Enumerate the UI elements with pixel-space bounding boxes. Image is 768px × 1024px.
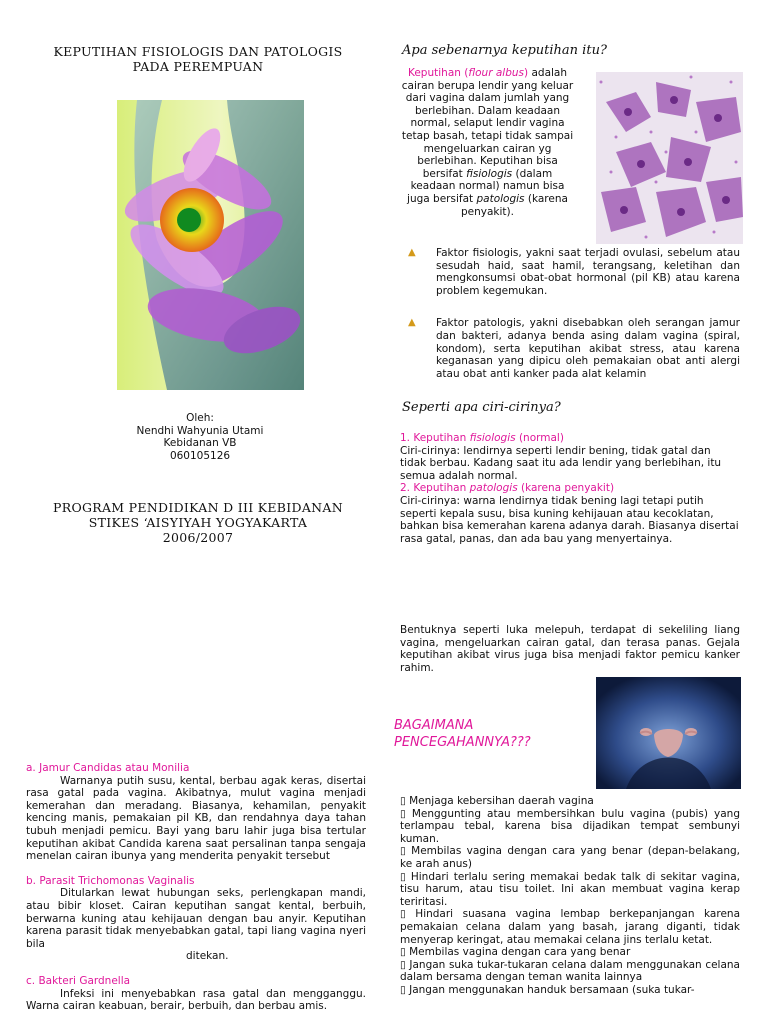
prevention-item: ▯ Menggunting atau membersihkan bulu vagina (pubis) yang terlampau tebal, karena bisa dijadikan tempat sembunyi kuman. (400, 807, 740, 845)
cause-c-title: c. Bakteri Gardnella (26, 974, 131, 987)
cause-b-body: Ditularkan lewat hubungan seks, perlengkapan mandi, atau bibir kloset. Cairan keputihan sangat kental, berbuih, berwarna kuning atau kehijauan dengan bau anyir. Keputihan karena parasit tidak menyebabkan gatal, tapi liang vagina nyeri bila (26, 887, 366, 950)
program-line-1: PROGRAM PENDIDIKAN D III KEBIDANAN (53, 500, 343, 515)
factors-list (408, 247, 740, 380)
factor-item-pathological (408, 317, 740, 380)
characteristic-2-title (400, 482, 740, 495)
pelvis-illustration-image (596, 677, 741, 789)
program-block (40, 500, 356, 545)
author-id: 060105126 (169, 449, 231, 462)
definition-patologis: patologis (476, 192, 525, 205)
prevention-item: ▯ Hindari suasana vagina lembap berkepanjangan karena pemakaian celana dalam yang basah, jarang diganti, tidak menyerap keringat, atau memakai celana jins terlalu ketat. (400, 908, 740, 946)
prevention-item: ▯ Hindari terlalu sering memakai bedak talk di sekitar vagina, tisu harum, atau tisu toilet. Ini akan membuat vagina kerap teriritasi. (400, 870, 740, 908)
definition-body: adalah cairan berupa lendir yang keluar dari vagina dalam jumlah yang berlebihan. Dalam keadaan normal, selaput lendir vagina tetap basah, tetapi tidak sampai mengeluarkan cairan yg berlebihan. Keputihan bisa bersifat (401, 67, 574, 180)
characteristics-section (400, 432, 740, 545)
title-line-1: KEPUTIHAN FISIOLOGIS DAN PATOLOGIS (53, 44, 343, 59)
definition-term-close: ) (524, 67, 529, 79)
characteristic-1-post: (normal) (515, 432, 564, 444)
factor-text: Faktor patologis, yakni disebabkan oleh serangan jamur dan bakteri, adanya benda asing dalam vagina (spiral, kondom), serta keputihan akibat stress, atau karena keganasan yang dipicu oleh pemakaian obat anti alergi atau obat anti kanker pada alat kelamin (436, 317, 740, 380)
prevention-heading-line-2: PENCEGAHANNYA??? (394, 735, 531, 750)
prevention-item: ▯ Menjaga kebersihan daerah vagina (400, 795, 594, 807)
causes-section (26, 762, 366, 1013)
cause-c-body: Infeksi ini menyebabkan rasa gatal dan mengganggu. Warna cairan keabuan, berair, berbuih, dan berbau amis. (26, 987, 366, 1013)
prevention-item: ▯ Jangan suka tukar-tukaran celana dalam menggunakan celana dalam bersama dengan teman wanita lainnya (400, 958, 740, 984)
prevention-item: ▯ Membilas vagina dengan cara yang benar (depan-belakang, ke arah anus) (400, 845, 740, 870)
author-name: Nendhi Wahyunia Utami (136, 424, 264, 437)
microscope-cells-image (596, 72, 743, 244)
prevention-heading (394, 717, 594, 751)
definition-text (400, 67, 575, 218)
prevention-item: ▯ Membilas vagina dengan cara yang benar (400, 946, 631, 959)
virus-paragraph: Bentuknya seperti luka melepuh, terdapat di sekeliling liang vagina, mengeluarkan cairan gatal, dan terasa panas. Gejala keputihan akibat virus juga bisa menjadi faktor pemicu kanker rahim. (400, 624, 740, 674)
characteristic-1-pre: 1. Keputihan (400, 432, 470, 444)
definition-mid: (dalam keadaan normal) namun bisa juga bersifat (407, 167, 565, 205)
characteristic-1-body: Ciri-cirinya: lendirnya seperti lendir bening, tidak gatal dan tidak berbau. Kadang saat itu ada lendir yang berlebihan, itu semua adalah normal. (400, 444, 722, 482)
program-line-2: STIKES ‘AISYIYAH YOGYAKARTA (88, 515, 308, 530)
definition-term-latin: flour albus (468, 67, 525, 79)
characteristic-2-post: (karena penyakit) (517, 482, 615, 495)
characteristic-1-italic: fisiologis (469, 432, 516, 444)
cause-a-body: Warnanya putih susu, kental, berbau agak keras, disertai rasa gatal pada vagina. Akibatnya, mulut vagina menjadi kemerahan dan meradang. Biasanya, kehamilan, penyakit kencing manis, pemakaian pil KB, dan rendahnya daya tahan tubuh menjadi pemicu. Bayi yang baru lahir juga bisa tertular keputihan akibat Candida karena saat persalinan tanpa sengaja menelan cairan ibunya yang menderita penyakit tersebut (26, 774, 366, 863)
prevention-item: ▯ Jangan menggunakan handuk bersamaan (suka tukar- (400, 983, 695, 996)
factor-text: Faktor fisiologis, yakni saat terjadi ovulasi, sebelum atau sesudah haid, saat hamil, terangsang, keletihan dan mengkonsumsi obat-obat hormonal (pil KB) atau karena problem kegemukan. (436, 247, 740, 297)
cover-flower-body-image (117, 100, 304, 390)
cause-b-title: b. Parasit Trichomonas Vaginalis (26, 874, 195, 887)
author-class: Kebidanan VB (163, 437, 237, 450)
characteristic-1-title (400, 432, 740, 445)
characteristic-2-body: Ciri-cirinya: warna lendirnya tidak bening lagi tetapi putih seperti kepala susu, bisa kuning kehijauan atau kecoklatan, bahkan bisa kemerahan karena adanya darah. Biasanya disertai rasa gatal, panas, dan ada bau yang menyertainya. (400, 494, 739, 545)
prevention-list (400, 795, 740, 997)
title-line-2: PADA PEREMPUAN (132, 59, 264, 74)
author-by-label: Oleh: (186, 412, 214, 424)
cause-a-title: a. Jamur Candidas atau Monilia (26, 762, 190, 774)
prevention-heading-line-1: BAGAIMANA (394, 718, 474, 733)
definition-fisiologis: fisiologis (466, 167, 513, 180)
definition-end: (karena penyakit). (461, 192, 568, 218)
factor-item-physiological (408, 247, 740, 297)
brochure-title (40, 44, 356, 74)
factor-bullet-icon: ▲ (408, 247, 416, 258)
characteristic-2-pre: 2. Keputihan (400, 482, 470, 495)
program-line-3: 2006/2007 (162, 530, 234, 545)
question-characteristics-heading: Seperti apa ciri-cirinya? (402, 400, 561, 415)
cause-b-end: ditekan. (186, 950, 229, 963)
factor-bullet-icon: ▲ (408, 317, 416, 329)
question-what-heading: Apa sebenarnya keputihan itu? (402, 43, 607, 58)
characteristic-2-italic: patologis (469, 482, 518, 495)
definition-term: Keputihan ( (407, 67, 469, 79)
author-block (100, 412, 300, 462)
